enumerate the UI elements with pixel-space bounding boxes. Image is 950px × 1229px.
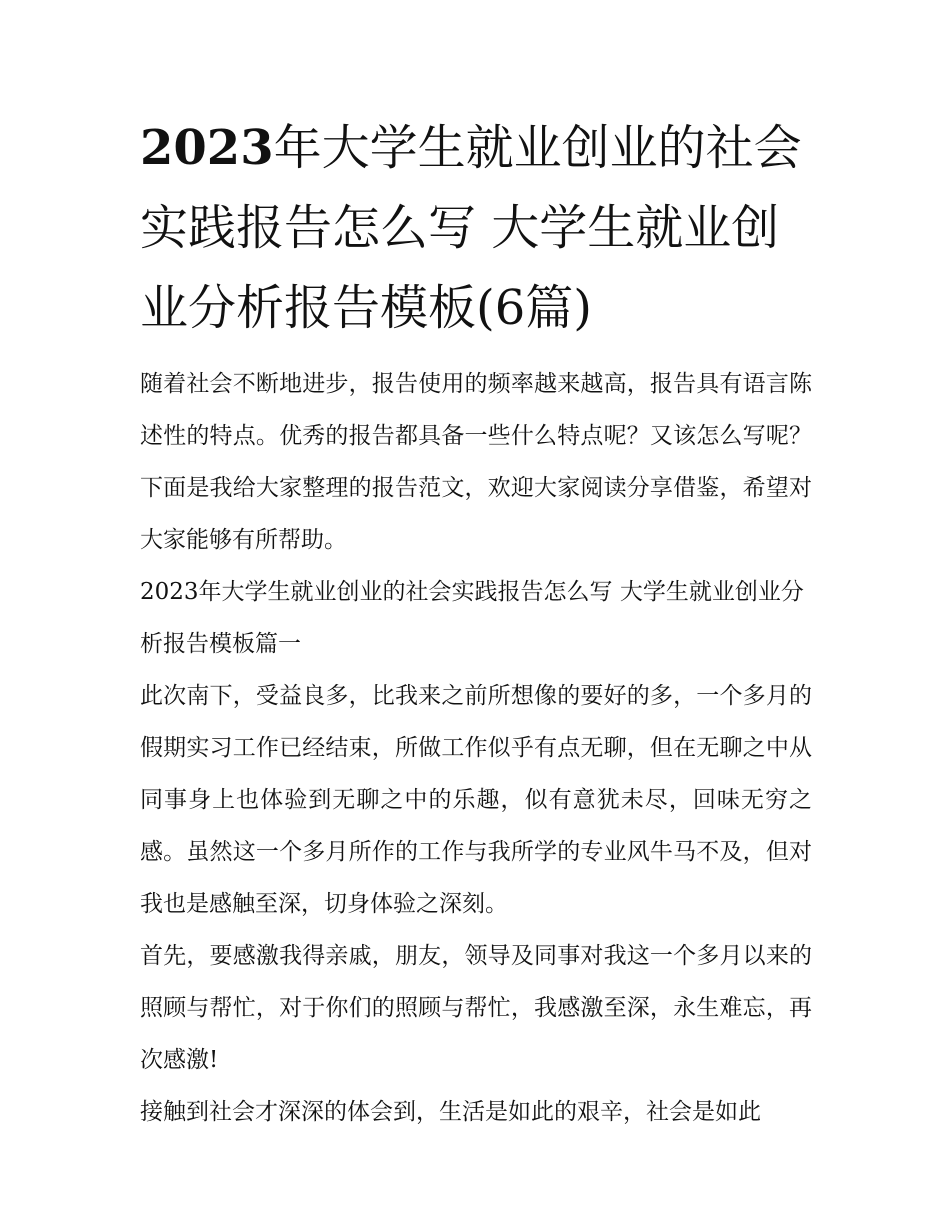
document-title xyxy=(140,108,812,348)
body-paragraph: 此次南下，受益良多，比我来之前所想像的要好的多，一个多月的假期实习工作已经结束，所做工作似乎有点无聊，但在无聊之中从同事身上也体验到无聊之中的乐趣，似有意犹未尽，回味无穷之感。虽然这一个多月所作的工作与我所学的专业风牛马不及，但对我也是感触至深，切身体验之深刻。 xyxy=(140,683,812,917)
body-paragraph: 接触到社会才深深的体会到，生活是如此的艰辛，社会是如此 xyxy=(140,1099,761,1125)
document-page xyxy=(140,108,812,1138)
title-text: 年大学生就业创业的社会实践报告怎么写 大学生就业创业分析报告模板(6篇) xyxy=(140,120,802,336)
intro-paragraph: 随着社会不断地进步，报告使用的频率越来越高，报告具有语言陈述性的特点。优秀的报告都具备一些什么特点呢？又该怎么写呢？下面是我给大家整理的报告范文，欢迎大家阅读分享借鉴，希望对大家能够有所帮助。 xyxy=(140,371,812,553)
section-heading: 2023年大学生就业创业的社会实践报告怎么写 大学生就业创业分析报告模板篇一 xyxy=(140,579,804,657)
title-year: 2023 xyxy=(140,120,274,176)
body-paragraph: 首先，要感激我得亲戚，朋友，领导及同事对我这一个多月以来的照顾与帮忙，对于你们的照顾与帮忙，我感激至深，永生难忘，再次感激! xyxy=(140,943,812,1073)
